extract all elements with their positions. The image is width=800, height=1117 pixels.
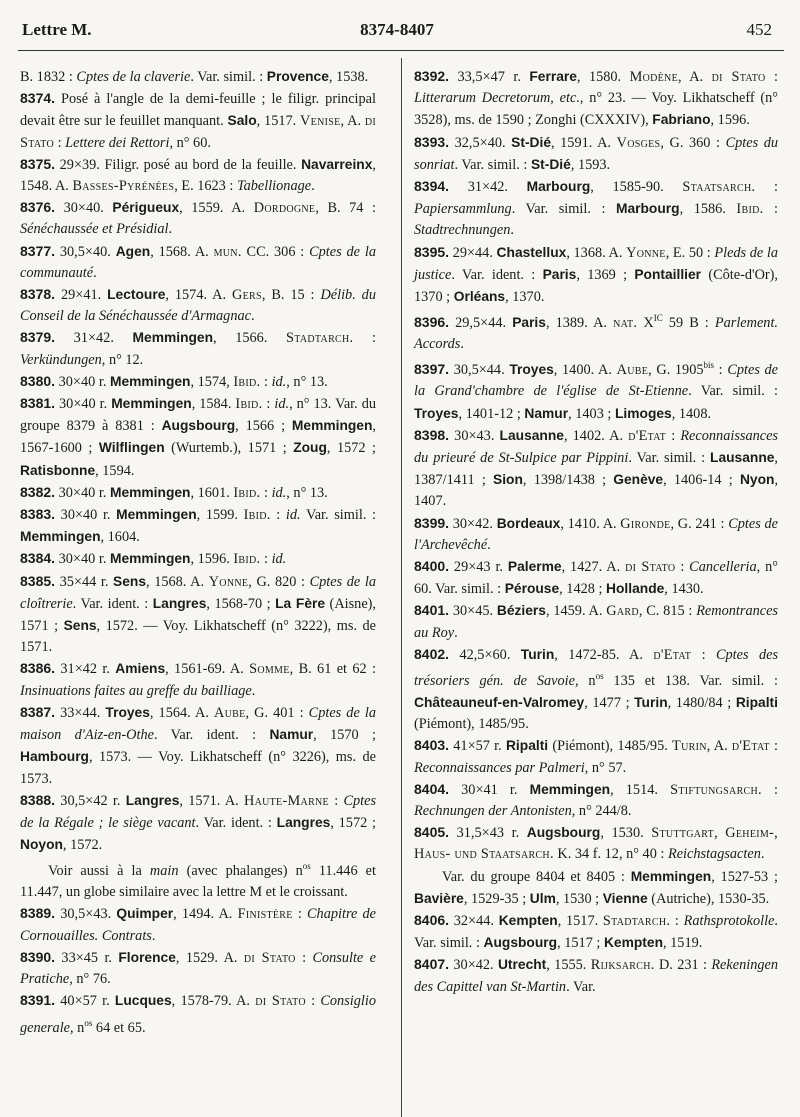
- entry-8398: 8398. 30×43. Lausanne, 1402. A. d'Etat : Reconnaissances du prieuré de St-Sulpice par Pippini. Var. simil. : Lausanne, 1387/1411 ; Sion, 1398/1438 ; Genève, 1406-14 ; Nyon, 1407.: [414, 426, 779, 510]
- entry-8404: 8404. 30×41 r. Memmingen, 1514. Stiftungsarch. : Rechnungen der Antonisten, n° 244/8.: [414, 780, 778, 819]
- entry-8386: 8386. 31×42 r. Amiens, 1561-69. A. Somme, B. 61 et 62 : Insinuations faites au greffe du bailliage.: [20, 660, 376, 699]
- section-title: Lettre M.: [22, 20, 92, 39]
- page-header: [22, 20, 772, 46]
- entry-8380: 8380. 30×40 r. Memmingen, 1574, Ibid. : id., n° 13.: [20, 372, 328, 390]
- entry-8397: 8397. 30,5×44. Troyes, 1400. A. Aube, G. $1905^{bis}$ : Cptes de la Grand'chambre de l'église de St-Etienne. Var. simil. : Troyes, 1401-12 ; Namur, 1403 ; Limoges, 1408.: [414, 360, 779, 422]
- entry-range: 8374-8407: [360, 20, 434, 39]
- entry-8400: 8400. 29×43 r. Palerme, 1427. A. di Stato : Cancelleria, n° 60. Var. simil. : Pérouse, 1428 ; Hollande, 1430.: [414, 558, 778, 598]
- entry-8382: 8382. 30×40 r. Memmingen, 1601. Ibid. : id., n° 13.: [20, 483, 328, 501]
- entry-8395: 8395. 29×44. Chastellux, 1368. A. Yonne, E. 50 : Pleds de la justice. Var. ident. : Paris, 1369 ; Pontaillier (Côte-d'Or), 1370 ; Orléans, 1370.: [414, 243, 778, 306]
- entry-8375: 8375. 29×39. Filigr. posé au bord de la feuille. Navarreinx, 1548. A. Basses-Pyrénées, E. 1623 : Tabellionage.: [20, 155, 376, 195]
- entry-8399: 8399. 30×42. Bordeaux, 1410. A. Gironde, G. 241 : Cptes de l'Archevêché.: [414, 514, 778, 553]
- entry-8402: 8402. 42,5×60. Turin, 1472-85. A. d'Etat : Cptes des trésoriers gén. de Savoie, $n^{os}$ 135 et 138. Var. simil. : Châteauneuf-en-Valromey, 1477 ; Turin, 1480/84 ; Ripalti (Piémont), 1485/95.: [414, 645, 779, 733]
- entry-8388: 8388. 30,5×42 r. Langres, 1571. A. Haute-Marne : Cptes de la Régale ; le siège vacant. Var. ident. : Langres, 1572 ; Noyon, 1572.: [20, 791, 377, 854]
- entry-8401: 8401. 30×45. Béziers, 1459. A. Gard, C. 815 : Remontrances au Roy.: [414, 602, 778, 641]
- group-variants-8404-8405: Var. du groupe 8404 et 8405 : Memmingen, 1527-53 ; Bavière, 1529-35 ; Ulm, 1530 ; Vienne (Autriche), 1530-35.: [414, 868, 778, 907]
- entry-8396: 8396. 29,5×44. Paris, 1389. A. nat. $X^{IC}$ 59 B : Parlement. Accords.: [414, 313, 779, 353]
- entry-8374: 8374. Posé à l'angle de la demi-feuille ; le filigr. principal devait être sur le feuillet manquant. Salo, 1517. Venise, A. di Stato : Lettere dei Rettori, n° 60.: [20, 90, 376, 151]
- left-column: [20, 66, 376, 1038]
- entry-8405: 8405. 31,5×43 r. Augsbourg, 1530. Stuttgart, Geheim-, Haus- und Staatsarch. K. 34 f. 12, n° 40 : Reichstagsacten.: [414, 824, 778, 863]
- column-divider: [401, 58, 402, 1117]
- entry-8385: 8385. 35×44 r. Sens, 1568. A. Yonne, G. 820 : Cptes de la cloîtrerie. Var. ident. : Langres, 1568-70 ; La Fère (Aisne), 1571 ; Sens, 1572. — Voy. Likhatscheff (n° 3222), ms. de 1571.: [20, 572, 377, 656]
- header-rule: [18, 50, 784, 51]
- entry-8393: 8393. 32,5×40. St-Dié, 1591. A. Vosges, G. 360 : Cptes du sonriat. Var. simil. : St-Dié, 1593.: [414, 133, 778, 173]
- entry-8394: 8394. 31×42. Marbourg, 1585-90. Staatsarch. : Papiersammlung. Var. simil. : Marbourg, 1586. Ibid. : Stadtrechnungen.: [414, 178, 778, 239]
- entry-8390: 8390. 33×45 r. Florence, 1529. A. di Stato : Consulte e Pratiche, n° 76.: [20, 948, 376, 988]
- entry-8379: 8379. 31×42. Memmingen, 1566. Stadtarch. : Verkündungen, n° 12.: [20, 329, 377, 368]
- entry-continuation-render: B. 1832 : Cptes de la claverie. Var. simil. : Provence, 1538.: [20, 69, 369, 85]
- cross-reference-note: Voir aussi à la main (avec phalanges) $n^{os}$ 11.446 et 11.447, un globe similaire avec la lettre M et le croissant.: [20, 861, 376, 901]
- entry-8391: 8391. 40×57 r. Lucques, 1578-79. A. di Stato : Consiglio generale, $n^{os}$ 64 et 65.: [20, 992, 376, 1036]
- entry-8392: 8392. 33,5×47 r. Ferrare, 1580. Modène, A. di Stato : Litterarum Decretorum, etc., n° 23. — Voy. Likhatscheff (n° 3528), ms. de 1590 ; Zonghi (CXXXIV), Fabriano, 1596.: [414, 68, 778, 129]
- entry-8403: 8403. 41×57 r. Ripalti (Piémont), 1485/95. Turin, A. d'Etat : Reconnaissances par Palmeri, n° 57.: [414, 737, 778, 776]
- entry-8406: 8406. 32×44. Kempten, 1517. Stadtarch. : Rathsprotokolle. Var. simil. : Augsbourg, 1517 ; Kempten, 1519.: [414, 912, 778, 952]
- entry-8378: 8378. 29×41. Lectoure, 1574. A. Gers, B. 15 : Délib. du Conseil de la Sénéchaussée d'Armagnac.: [20, 286, 376, 325]
- entry-8377: 8377. 30,5×40. Agen, 1568. A. mun. CC. 306 : Cptes de la communauté.: [20, 242, 376, 281]
- entry-8407: 8407. 30×42. Utrecht, 1555. Rijksarch. D. 231 : Rekeningen des Capittel van St-Martin. Var.: [414, 956, 778, 995]
- page-number: 452: [746, 20, 772, 39]
- entry-8383: 8383. 30×40 r. Memmingen, 1599. Ibid. : id. Var. simil. : Memmingen, 1604.: [20, 506, 376, 546]
- entry-8387: 8387. 33×44. Troyes, 1564. A. Aube, G. 401 : Cptes de la maison d'Aiz-en-Othe. Var. ident. : Namur, 1570 ; Hambourg, 1573. — Voy. Likhatscheff (n° 3226), ms. de 1573.: [20, 703, 376, 787]
- entry-8381: 8381. 30×40 r. Memmingen, 1584. Ibid. : id., n° 13. Var. du groupe 8379 à 8381 : Augsbourg, 1566 ; Memmingen, 1567-1600 ; Wilflingen (Wurtemb.), 1571 ; Zoug, 1572 ; Ratisbonne, 1594.: [20, 395, 376, 479]
- right-column: [414, 66, 778, 998]
- entry-8384: 8384. 30×40 r. Memmingen, 1596. Ibid. : id.: [20, 550, 287, 568]
- entry-8389: 8389. 30,5×43. Quimper, 1494. A. Finistère : Chapitre de Cornouailles. Contrats.: [20, 905, 377, 944]
- entry-8376: 8376. 30×40. Périgueux, 1559. A. Dordogne, B. 74 : Sénéchaussée et Présidial.: [20, 199, 376, 238]
